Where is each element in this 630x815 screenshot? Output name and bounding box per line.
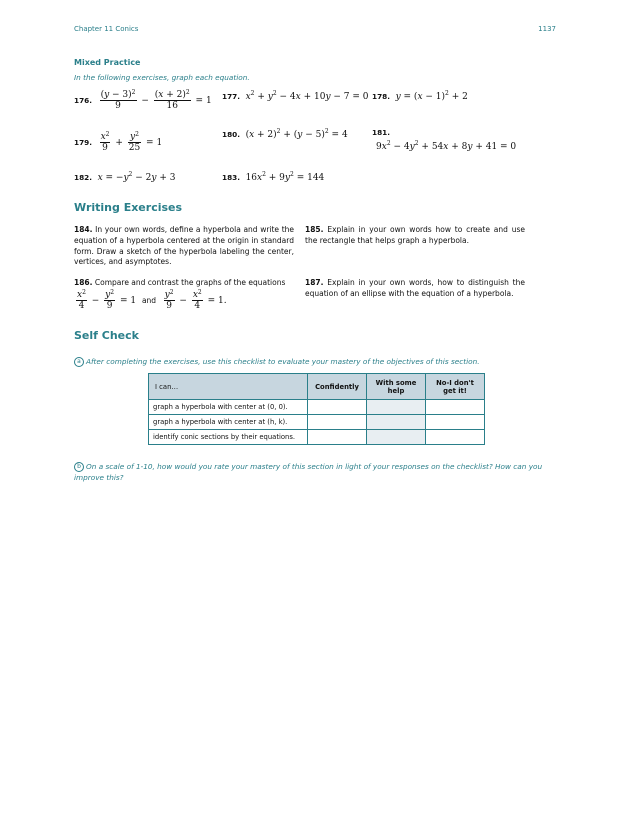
col-dont-get-it: No-I don't get it! bbox=[426, 374, 485, 400]
exercise-178 bbox=[372, 92, 468, 102]
exercise-180 bbox=[222, 130, 348, 140]
exercise-number: 176. bbox=[74, 96, 93, 106]
chapter-header: Chapter 11 Conics bbox=[74, 25, 139, 33]
table-row bbox=[149, 400, 485, 415]
exercise-179 bbox=[74, 132, 162, 154]
col-confidently: Confidently bbox=[308, 374, 367, 400]
exercise-number: 183. bbox=[222, 173, 241, 182]
objective-text: graph a hyperbola with center at (h, k). bbox=[149, 415, 308, 430]
self-check-a bbox=[74, 356, 480, 367]
exercise-183 bbox=[222, 173, 324, 183]
exercise-185 bbox=[305, 225, 525, 247]
equation-177: $x^2 + y^2 - 4x + 10y - 7 = 0$ bbox=[245, 90, 369, 102]
with-some-help-cell[interactable] bbox=[367, 415, 426, 430]
and-word: and bbox=[141, 296, 157, 306]
exercise-186-equations bbox=[74, 290, 227, 312]
exercise-number: 178. bbox=[372, 92, 391, 101]
equation-176: $\frac{(y - 3)^2}{9}$ − $\frac{(x + 2)^2}{16}$ = 1 bbox=[100, 89, 212, 112]
equation-182: $x = -y^2 - 2y + 3$ bbox=[97, 171, 176, 183]
marker-b-icon: b bbox=[74, 462, 84, 472]
exercise-182 bbox=[74, 173, 175, 183]
exercise-176 bbox=[74, 90, 212, 112]
col-i-can: I can… bbox=[149, 374, 308, 400]
col-with-some-help: With some help bbox=[367, 374, 426, 400]
dont-get-it-cell[interactable] bbox=[426, 415, 485, 430]
exercise-number: 186. bbox=[74, 278, 93, 287]
confidently-cell[interactable] bbox=[308, 415, 367, 430]
dont-get-it-cell[interactable] bbox=[426, 430, 485, 445]
objective-text: identify conic sections by their equations. bbox=[149, 430, 308, 445]
table-row bbox=[149, 430, 485, 445]
writing-exercises-heading: Writing Exercises bbox=[74, 201, 183, 214]
dont-get-it-cell[interactable] bbox=[426, 400, 485, 415]
exercise-number: 187. bbox=[305, 278, 324, 287]
checklist-header-row bbox=[149, 374, 485, 400]
equation-181: $9x^2 - 4y^2 + 54x + 8y + 41 = 0$ bbox=[376, 140, 517, 152]
with-some-help-cell[interactable] bbox=[367, 400, 426, 415]
exercise-number: 184. bbox=[74, 225, 93, 234]
exercise-number: 181. bbox=[372, 128, 391, 137]
confidently-cell[interactable] bbox=[308, 400, 367, 415]
marker-a-icon: a bbox=[74, 357, 84, 367]
exercise-187-text: Explain in your own words, how to distinguish the equation of an ellipse with the equation of a hyperbola. bbox=[305, 278, 525, 298]
page-number: 1137 bbox=[538, 25, 556, 33]
mastery-checklist bbox=[148, 373, 485, 445]
self-check-b-text: On a scale of 1-10, how would you rate your mastery of this section in light of your responses on the checklist? How can you improve this? bbox=[74, 462, 543, 482]
exercise-number: 180. bbox=[222, 130, 241, 139]
exercise-186-text: Compare and contrast the graphs of the equations bbox=[94, 278, 286, 287]
self-check-a-text: After completing the exercises, use this checklist to evaluate your mastery of the objectives of this section. bbox=[86, 357, 480, 366]
exercise-187 bbox=[305, 278, 525, 300]
with-some-help-cell[interactable] bbox=[367, 430, 426, 445]
exercise-184 bbox=[74, 225, 294, 268]
exercise-181-equation bbox=[376, 142, 516, 152]
exercise-184-text: In your own words, define a hyperbola and write the equation of a hyperbola centered at the origin in standard form. Draw a sketch of the hyperbola labeling the center, vertices, and asymptotes. bbox=[74, 225, 294, 267]
mixed-practice-instruction: In the following exercises, graph each equation. bbox=[74, 73, 250, 82]
exercise-number: 182. bbox=[74, 173, 93, 182]
exercise-186 bbox=[74, 278, 296, 289]
exercise-number: 185. bbox=[305, 225, 324, 234]
self-check-heading: Self Check bbox=[74, 329, 139, 342]
exercise-181 bbox=[372, 128, 393, 137]
confidently-cell[interactable] bbox=[308, 430, 367, 445]
equation-186a: $\frac{x^2}{4}$ − $\frac{y^2}{9}$ = 1 bbox=[77, 289, 139, 312]
self-check-b bbox=[74, 461, 554, 483]
equation-183: $16x^2 + 9y^2 = 144$ bbox=[245, 171, 325, 183]
mixed-practice-heading: Mixed Practice bbox=[74, 58, 141, 67]
objective-text: graph a hyperbola with center at (0, 0). bbox=[149, 400, 308, 415]
exercise-number: 179. bbox=[74, 138, 93, 148]
equation-180: $(x + 2)^2 + (y - 5)^2 = 4$ bbox=[245, 128, 348, 140]
equation-178: $y = (x - 1)^2 + 2$ bbox=[395, 90, 468, 102]
exercise-number: 177. bbox=[222, 92, 241, 101]
table-row bbox=[149, 415, 485, 430]
equation-186b: $\frac{y^2}{9}$ − $\frac{x^2}{4}$ = 1. bbox=[164, 289, 227, 312]
exercise-185-text: Explain in your own words how to create and use the rectangle that helps graph a hyperbola. bbox=[305, 225, 525, 245]
exercise-177 bbox=[222, 92, 369, 102]
equation-179: $\frac{x^2}{9}$ + $\frac{y^2}{25}$ = 1 bbox=[100, 131, 163, 154]
